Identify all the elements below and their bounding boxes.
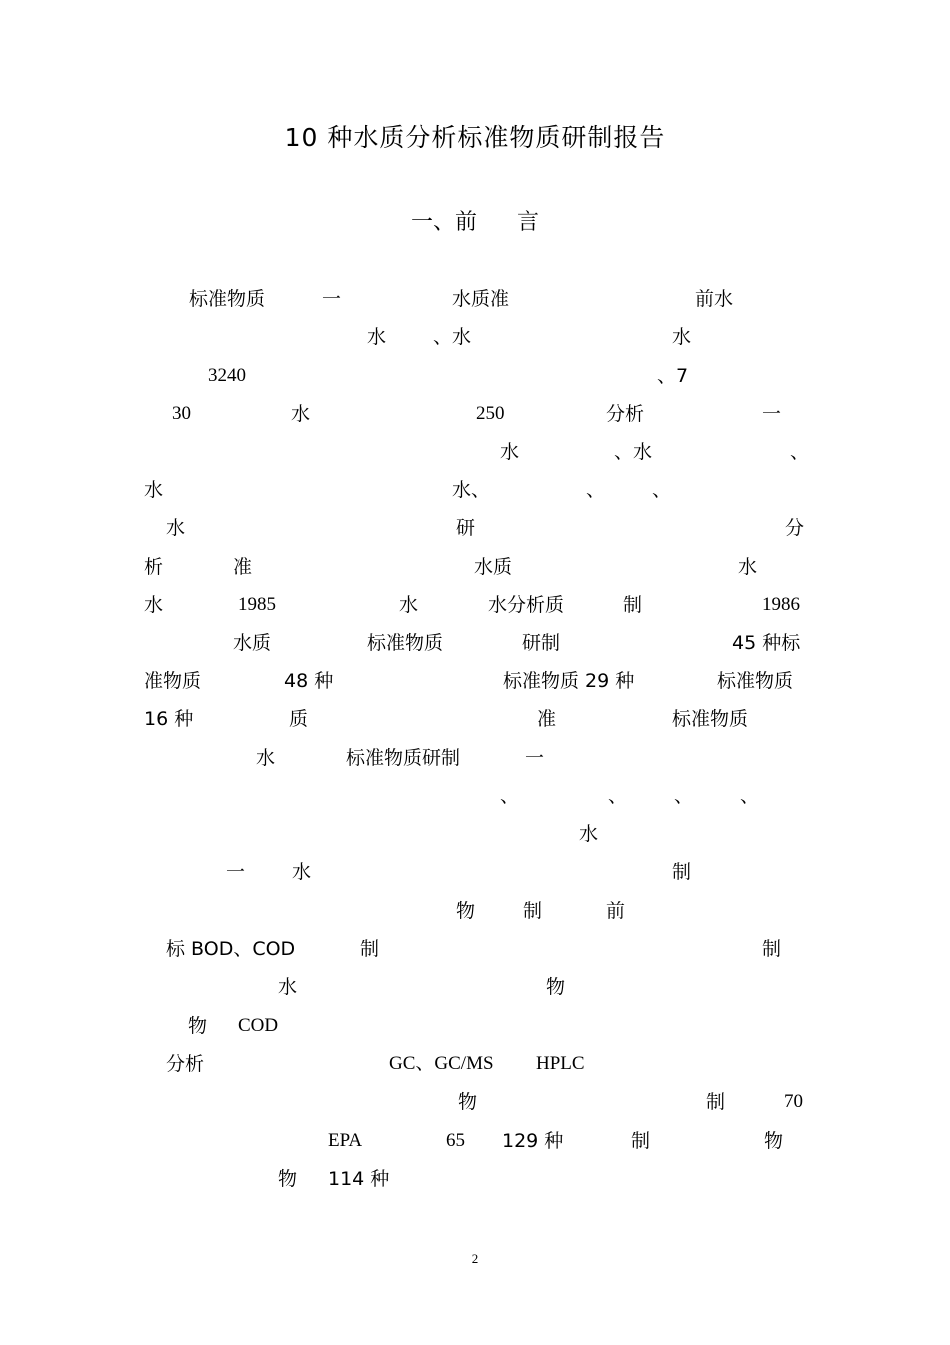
- body-text-fragment: 114 种: [328, 1168, 390, 1190]
- body-text-fragment: 65: [446, 1130, 465, 1151]
- body-text-fragment: EPA: [328, 1130, 363, 1151]
- body-text-fragment: 、: [608, 785, 628, 807]
- body-text-fragment: 129 种: [502, 1130, 564, 1152]
- body-text-fragment: 水: [672, 326, 692, 348]
- body-text-fragment: 一: [525, 747, 545, 769]
- body-text-fragment: 物: [764, 1130, 784, 1152]
- body-text-fragment: 1985: [238, 594, 276, 615]
- body-text-fragment: 45 种标: [732, 632, 801, 654]
- body-text-fragment: 水: [166, 517, 186, 539]
- body-text-fragment: 物: [188, 1015, 208, 1037]
- body-text-fragment: 前: [606, 900, 626, 922]
- body-text-fragment: 水: [738, 556, 758, 578]
- body-text-fragment: 研: [456, 517, 476, 539]
- body-text-fragment: 分: [785, 517, 805, 539]
- body-text-fragment: 物: [456, 900, 476, 922]
- document-title: 10 种水质分析标准物质研制报告: [284, 123, 666, 152]
- body-text-fragment: 48 种: [284, 670, 334, 692]
- body-text-fragment: 标准物质 29 种: [503, 670, 635, 692]
- body-text-fragment: 标 BOD、COD: [166, 938, 296, 960]
- body-text-fragment: 、: [586, 479, 606, 501]
- body-text-fragment: HPLC: [536, 1053, 585, 1074]
- body-text-fragment: 制: [631, 1130, 651, 1152]
- body-text-fragment: 、水: [614, 441, 653, 463]
- body-text-fragment: 制: [523, 900, 543, 922]
- body-text-fragment: 制: [623, 594, 643, 616]
- body-text-fragment: 物: [546, 976, 566, 998]
- body-text-fragment: 标准物质研制: [346, 747, 461, 769]
- body-text-fragment: 析: [144, 556, 164, 578]
- body-text-fragment: 水: [256, 747, 276, 769]
- body-text-fragment: 制: [360, 938, 380, 960]
- body-text-fragment: 研制: [522, 632, 561, 654]
- body-text-fragment: 水: [291, 403, 311, 425]
- section-heading: [0, 205, 950, 236]
- body-text-fragment: GC、GC/MS: [389, 1053, 494, 1074]
- body-text-fragment: 准: [233, 556, 253, 578]
- body-text-fragment: 标准物质: [367, 632, 444, 654]
- body-text-fragment: 、水: [433, 326, 472, 348]
- body-text-fragment: 、: [740, 785, 760, 807]
- body-text-fragment: 30: [172, 403, 191, 424]
- section-heading-text: 言: [517, 210, 540, 235]
- body-text-fragment: 标准物质: [672, 708, 749, 730]
- body-text-fragment: 一: [226, 861, 246, 883]
- body-text-fragment: 、7: [657, 365, 689, 387]
- body-text-fragment: 水: [144, 479, 164, 501]
- body-text-fragment: 16 种: [144, 708, 194, 730]
- body-text-fragment: 一: [322, 288, 342, 310]
- body-text-fragment: 准: [537, 708, 557, 730]
- body-text-fragment: 准物质: [144, 670, 202, 692]
- body-text-fragment: 水质准: [452, 288, 510, 310]
- body-text-fragment: 水分析质: [488, 594, 565, 616]
- body-text-fragment: 水、: [452, 479, 491, 501]
- body-text-fragment: 、: [674, 785, 694, 807]
- body-text-fragment: 物: [458, 1091, 478, 1113]
- section-heading-number: 一、前: [410, 210, 477, 235]
- body-text-fragment: 制: [706, 1091, 726, 1113]
- body-text-fragment: 水: [399, 594, 419, 616]
- body-text-fragment: 标准物质: [189, 288, 266, 310]
- body-text-fragment: 1986: [762, 594, 800, 615]
- body-text-fragment: 水: [278, 976, 298, 998]
- body-text-fragment: 、: [790, 441, 810, 463]
- body-text-fragment: 水质: [474, 556, 513, 578]
- body-text-fragment: 250: [476, 403, 505, 424]
- body-text-fragment: 物: [278, 1168, 298, 1190]
- body-text-fragment: 水: [500, 441, 520, 463]
- body-text-fragment: COD: [238, 1015, 279, 1036]
- body-text-fragment: 水: [579, 823, 599, 845]
- body-text-fragment: 分析: [166, 1053, 205, 1075]
- body-text-fragment: 前水: [695, 288, 734, 310]
- body-text-fragment: 、: [652, 479, 672, 501]
- body-text-fragment: 分析: [606, 403, 645, 425]
- body-text-fragment: 水: [367, 326, 387, 348]
- body-text-fragment: 水: [144, 594, 164, 616]
- body-text-fragment: 水质: [233, 632, 272, 654]
- body-text-fragment: 、: [500, 785, 520, 807]
- body-text-fragment: 标准物质: [717, 670, 794, 692]
- body-text-fragment: 制: [762, 938, 782, 960]
- page-number: 2: [471, 1251, 479, 1266]
- body-text-fragment: 制: [672, 861, 692, 883]
- body-text-fragment: 一: [762, 403, 782, 425]
- body-text-fragment: 质: [289, 708, 309, 730]
- body-text-fragment: 70: [784, 1091, 803, 1112]
- body-text-fragment: 3240: [208, 365, 246, 386]
- body-text-fragment: 水: [292, 861, 312, 883]
